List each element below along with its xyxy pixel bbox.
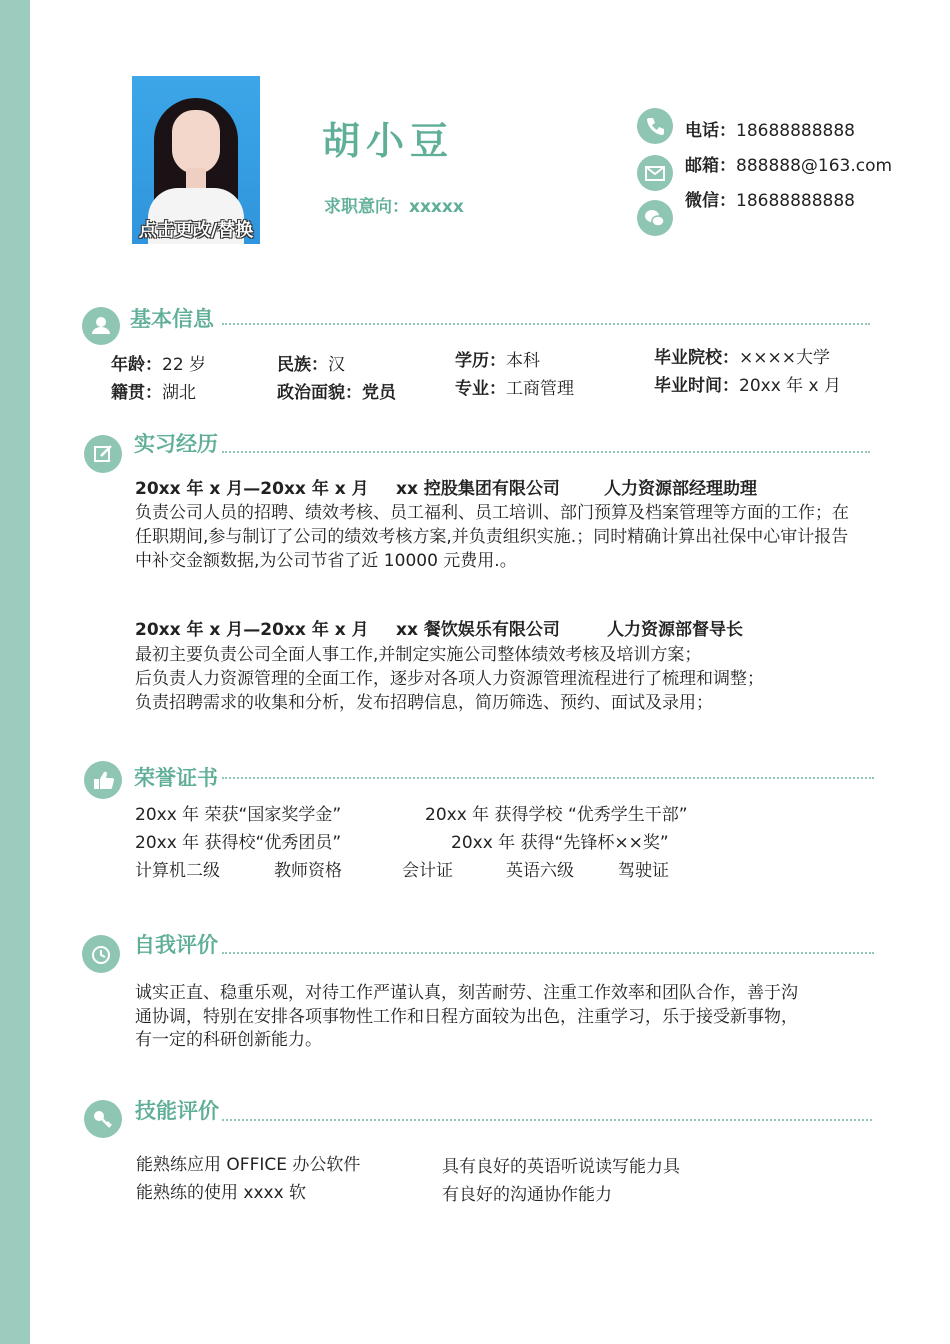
edit-icon <box>84 435 122 473</box>
field-politics: 政治面貌：党员 <box>277 383 396 403</box>
phone-icon <box>637 108 673 144</box>
cert-item: 会计证 <box>402 861 453 881</box>
cert-item: 教师资格 <box>274 861 342 881</box>
cert-item: 计算机二级 <box>135 861 220 881</box>
side-accent-bar <box>0 0 30 1344</box>
section-divider <box>222 451 870 453</box>
contact-phone: 电话：18688888888 <box>685 121 855 141</box>
section-divider <box>222 777 874 779</box>
exp2-role: 人力资源部督导长 <box>607 620 743 640</box>
job-objective: 求职意向：xxxxx <box>324 197 464 217</box>
exp2-period: 20xx 年 x 月—20xx 年 x 月 <box>135 620 369 640</box>
key-icon <box>84 1100 122 1138</box>
exp1-line: 中补交金额数据,为公司节省了近 10000 元费用.。 <box>135 551 517 571</box>
section-title-skills: 技能评价 <box>135 1099 219 1123</box>
contact-wechat: 微信：18688888888 <box>685 191 855 211</box>
exp2-line: 负责招聘需求的收集和分析，发布招聘信息，简历筛选、预约、面试及录用； <box>135 693 713 713</box>
exp2-line: 最初主要负责公司全面人事工作,并制定实施公司整体绩效考核及培训方案； <box>135 645 702 665</box>
skill-item: 能熟练应用 OFFICE 办公软件 <box>136 1155 361 1175</box>
field-education: 学历：本科 <box>455 351 540 371</box>
photo-change-caption[interactable]: 点击更改/替换 <box>138 220 254 241</box>
field-school: 毕业院校：××××大学 <box>654 348 830 368</box>
honor-item: 20xx 年 荣获“国家奖学金” <box>135 805 342 825</box>
section-title-self-eval: 自我评价 <box>134 933 218 957</box>
exp1-line: 任职期间,参与制订了公司的绩效考核方案,并负责组织实施.；同时精确计算出社保中心审计报告 <box>135 527 849 547</box>
user-icon <box>82 307 120 345</box>
cert-item: 英语六级 <box>506 861 574 881</box>
section-divider <box>222 952 874 954</box>
section-divider <box>222 1119 872 1121</box>
self-eval-line: 有一定的科研创新能力。 <box>135 1030 322 1050</box>
honor-item: 20xx 年 获得校“优秀团员” <box>135 833 342 853</box>
honor-item: 20xx 年 获得“先锋杯××奖” <box>451 833 669 853</box>
thumbs-up-icon <box>84 761 122 799</box>
exp1-line: 负责公司人员的招聘、绩效考核、员工福利、员工培训、部门预算及档案管理等方面的工作；在 <box>135 503 849 523</box>
field-ethnicity: 民族：汉 <box>277 355 345 375</box>
exp1-role: 人力资源部经理助理 <box>604 479 757 499</box>
self-eval-line: 通协调，特别在安排各项事物性工作和日程方面较为出色，注重学习，乐于接受新事物， <box>135 1007 798 1027</box>
section-divider <box>222 323 870 325</box>
section-title-basic: 基本信息 <box>130 307 214 331</box>
section-title-internship: 实习经历 <box>134 432 218 456</box>
clock-icon <box>82 935 120 973</box>
exp2-line: 后负责人力资源管理的全面工作，逐步对各项人力资源管理流程进行了梳理和调整； <box>135 669 764 689</box>
honor-item: 20xx 年 获得学校 “优秀学生干部” <box>425 805 688 825</box>
wechat-icon <box>637 200 673 236</box>
skill-item: 有良好的沟通协作能力 <box>442 1185 612 1205</box>
field-age: 年龄：22 岁 <box>111 355 207 375</box>
profile-photo[interactable] <box>132 76 260 244</box>
field-grad-time: 毕业时间：20xx 年 x 月 <box>654 376 842 396</box>
exp1-period: 20xx 年 x 月—20xx 年 x 月 <box>135 479 369 499</box>
field-hometown: 籍贯：湖北 <box>111 383 196 403</box>
mail-icon <box>637 155 673 191</box>
section-title-honors: 荣誉证书 <box>134 766 218 790</box>
skill-item: 能熟练的使用 xxxx 软 <box>136 1183 307 1203</box>
exp2-company: xx 餐饮娱乐有限公司 <box>396 620 560 640</box>
contact-email[interactable]: 邮箱：888888@163.com <box>685 156 893 176</box>
cert-item: 驾驶证 <box>618 861 669 881</box>
field-major: 专业：工商管理 <box>455 379 574 399</box>
self-eval-line: 诚实正直、稳重乐观，对待工作严谨认真，刻苦耐劳、注重工作效率和团队合作，善于沟 <box>135 983 798 1003</box>
exp1-company: xx 控股集团有限公司 <box>396 479 560 499</box>
candidate-name: 胡小豆 <box>322 118 455 163</box>
skill-item: 具有良好的英语听说读写能力具 <box>442 1157 680 1177</box>
